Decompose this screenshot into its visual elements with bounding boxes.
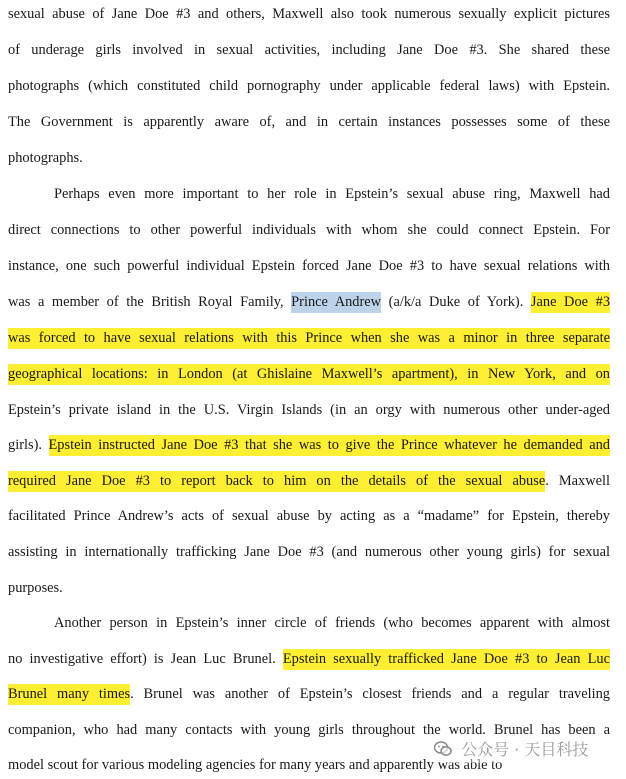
highlighted-text: Epstein sexually trafficked Jane Doe #3 to Jean Luc <box>283 649 610 670</box>
text-line: model scout for various modeling agencies for many years and apparently was able to <box>8 757 503 773</box>
text-line: no investigative effort) is Jean Luc Brunel. Epstein sexually trafficked Jane Doe #3 to Jean Luc <box>8 649 610 669</box>
text-line: of underage girls involved in sexual activities, including Jane Doe #3. She shared these <box>8 42 610 58</box>
text-line <box>8 328 610 348</box>
text-line: Another person in Epstein’s inner circle of friends (who becomes apparent with almost <box>54 615 610 631</box>
text-line: sexual abuse of Jane Doe #3 and others, Maxwell also took numerous sexually explicit pictures <box>8 6 610 22</box>
text-line: girls). Epstein instructed Jane Doe #3 that she was to give the Prince whatever he demanded and <box>8 435 610 455</box>
highlighted-text: geographical locations: in London (at Ghislaine Maxwell’s apartment), in New York, and on <box>8 364 610 385</box>
text-line: Perhaps even more important to her role in Epstein’s sexual abuse ring, Maxwell had <box>54 186 610 202</box>
text-line: required Jane Doe #3 to report back to him on the details of the sexual abuse. Maxwell <box>8 471 610 491</box>
text-line: purposes. <box>8 580 63 596</box>
text-line: Epstein’s private island in the U.S. Virgin Islands (in an orgy with numerous other under-aged <box>8 402 610 418</box>
text-line: photographs (which constituted child pornography under applicable federal laws) with Epstein. <box>8 78 610 94</box>
text-line: Brunel many times. Brunel was another of Epstein’s closest friends and a regular traveling <box>8 684 610 704</box>
text-line <box>8 364 610 384</box>
text-line: facilitated Prince Andrew’s acts of sexual abuse by acting as a “madame” for Epstein, thereby <box>8 508 610 524</box>
text-line: photographs. <box>8 150 83 166</box>
watermark-text: 公众号 · 天目科技 <box>461 740 589 759</box>
text-line: The Government is apparently aware of, and in certain instances possesses some of these <box>8 114 610 130</box>
text-line: assisting in internationally trafficking Jane Doe #3 (and numerous other young girls) for sexual <box>8 544 610 560</box>
wechat-icon <box>434 741 452 761</box>
highlighted-text: was forced to have sexual relations with this Prince when she was a minor in three separate <box>8 328 610 349</box>
highlighted-text: required Jane Doe #3 to report back to him on the details of the sexual abuse <box>8 471 545 492</box>
selected-text[interactable]: Prince Andrew <box>291 292 381 313</box>
highlighted-text: Brunel many times <box>8 684 130 705</box>
text-line: direct connections to other powerful individuals with whom she could connect Epstein. For <box>8 222 610 238</box>
highlighted-text: Jane Doe #3 <box>531 292 610 313</box>
text-line: instance, one such powerful individual Epstein forced Jane Doe #3 to have sexual relations with <box>8 258 610 274</box>
watermark <box>428 735 594 763</box>
text-line: companion, who had many contacts with young girls throughout the world. Brunel has been a <box>8 722 610 738</box>
highlighted-text: Epstein instructed Jane Doe #3 that she was to give the Prince whatever he demanded and <box>49 435 610 456</box>
text-line: was a member of the British Royal Family, Prince Andrew (a/k/a Duke of York). Jane Doe #3 <box>8 292 610 312</box>
